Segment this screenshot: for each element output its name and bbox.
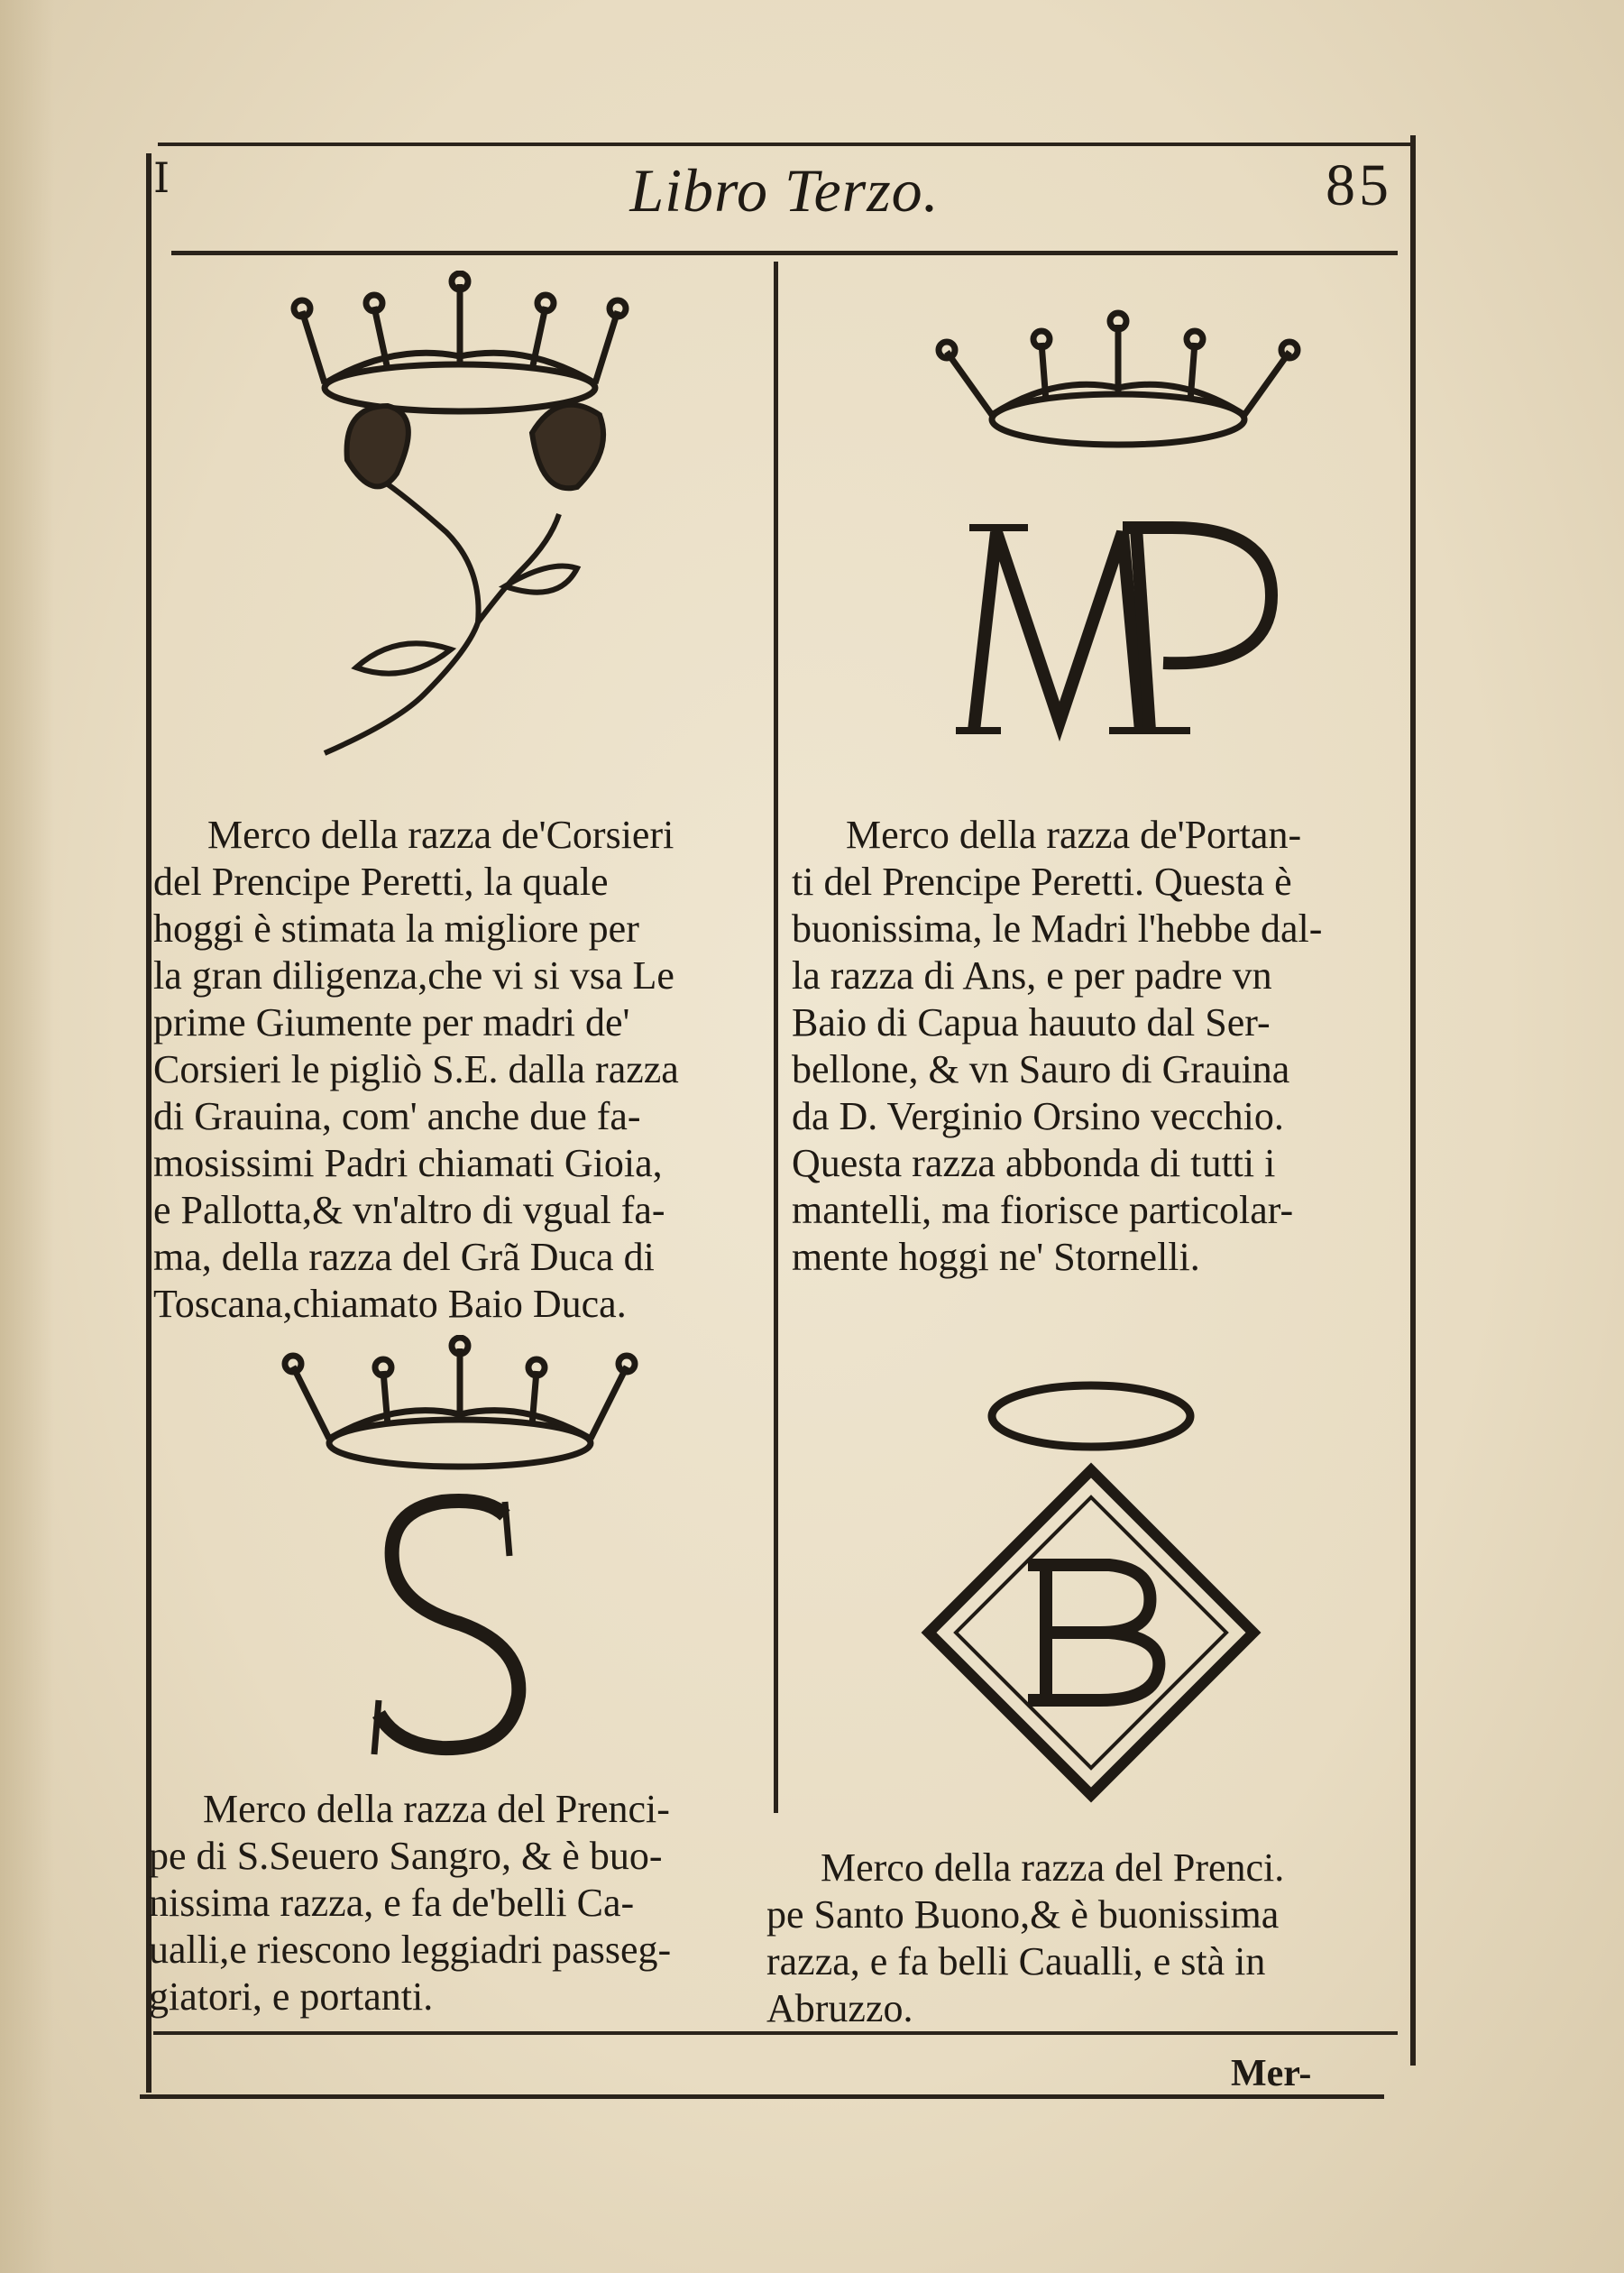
caption-line: razza, e fa belli Caualli, e stà in <box>766 1939 1266 1983</box>
s-letter-icon <box>374 1501 518 1754</box>
running-head: Libro Terzo. <box>629 156 940 225</box>
caption-line: Corsieri le pigliò S.E. dalla razza <box>153 1047 679 1091</box>
caption-portanti-peretti <box>792 812 1405 1281</box>
caption-line: Merco della razza del Prenci. <box>821 1845 1285 1890</box>
caption-line: pe di S.Seuero Sangro, & è buo- <box>149 1834 663 1878</box>
caption-line: pe Santo Buono,& è buonissima <box>766 1892 1280 1937</box>
crown-icon <box>294 273 626 411</box>
caption-line: mente hoggi ne' Stornelli. <box>792 1235 1200 1279</box>
halo-b-diamond-emblem <box>920 1371 1280 1840</box>
caption-line: Merco della razza de'Portan- <box>846 813 1302 857</box>
caption-line: ualli,e riescono leggiadri passeg- <box>149 1928 672 1972</box>
page-number: 85 <box>1326 152 1392 218</box>
caption-line: giatori, e portanti. <box>149 1974 434 2019</box>
caption-line: la gran diligenza,che vi si vsa Le <box>153 953 674 998</box>
caption-sangro <box>149 1786 771 2020</box>
header-underline-rule <box>171 251 1398 255</box>
caption-santo-buono <box>766 1845 1389 2032</box>
caption-line: Questa razza abbonda di tutti i <box>792 1141 1276 1185</box>
mp-monogram-icon <box>956 528 1271 731</box>
caption-line: Abruzzo. <box>766 1986 913 2030</box>
caption-line: ma, della razza del Grã Duca di <box>153 1235 655 1279</box>
catchword: Mer- <box>1231 2053 1312 2094</box>
caption-line: buonissima, le Madri l'hebbe dal- <box>792 906 1323 951</box>
caption-line: di Grauina, com' anche due fa- <box>153 1094 641 1138</box>
crown-strawberry-emblem <box>289 271 631 776</box>
caption-line: prime Giumente per madri de' <box>153 1000 630 1044</box>
crown-icon <box>285 1338 635 1467</box>
crown-s-emblem <box>280 1335 640 1768</box>
caption-line: Baio di Capua hauuto dal Ser- <box>792 1000 1271 1044</box>
frame-top-rule <box>158 143 1411 146</box>
b-letter-icon <box>1028 1565 1159 1700</box>
caption-line: mantelli, ma fiorisce particolar- <box>792 1188 1294 1232</box>
caption-line: ti del Prencipe Peretti. Questa è <box>792 860 1292 904</box>
caption-line: nissima razza, e fa de'belli Ca- <box>149 1881 635 1925</box>
crown-mp-emblem <box>929 298 1307 749</box>
header-signature-mark: I <box>153 153 170 202</box>
caption-line: Toscana,chiamato Baio Duca. <box>153 1282 627 1326</box>
frame-right-rule <box>1410 135 1416 2066</box>
caption-line: hoggi è stimata la migliore per <box>153 906 639 951</box>
strawberry-branch-icon <box>325 405 603 753</box>
caption-line: da D. Verginio Orsino vecchio. <box>792 1094 1284 1138</box>
caption-line: Merco della razza del Prenci- <box>203 1787 670 1831</box>
caption-line: la razza di Ans, e per padre vn <box>792 953 1272 998</box>
caption-line: mosissimi Padri chiamati Gioia, <box>153 1141 663 1185</box>
caption-line: bellone, & vn Sauro di Grauina <box>792 1047 1290 1091</box>
halo-icon <box>992 1385 1190 1447</box>
crown-icon <box>939 313 1298 445</box>
caption-corsieri-peretti <box>153 812 775 1328</box>
caption-line: e Pallotta,& vn'altro di vgual fa- <box>153 1188 665 1232</box>
caption-line: Merco della razza de'Corsieri <box>207 813 674 857</box>
caption-line: del Prencipe Peretti, la quale <box>153 860 609 904</box>
page-gutter-shadow <box>0 0 54 2273</box>
bottom-rule-lower <box>140 2094 1384 2099</box>
